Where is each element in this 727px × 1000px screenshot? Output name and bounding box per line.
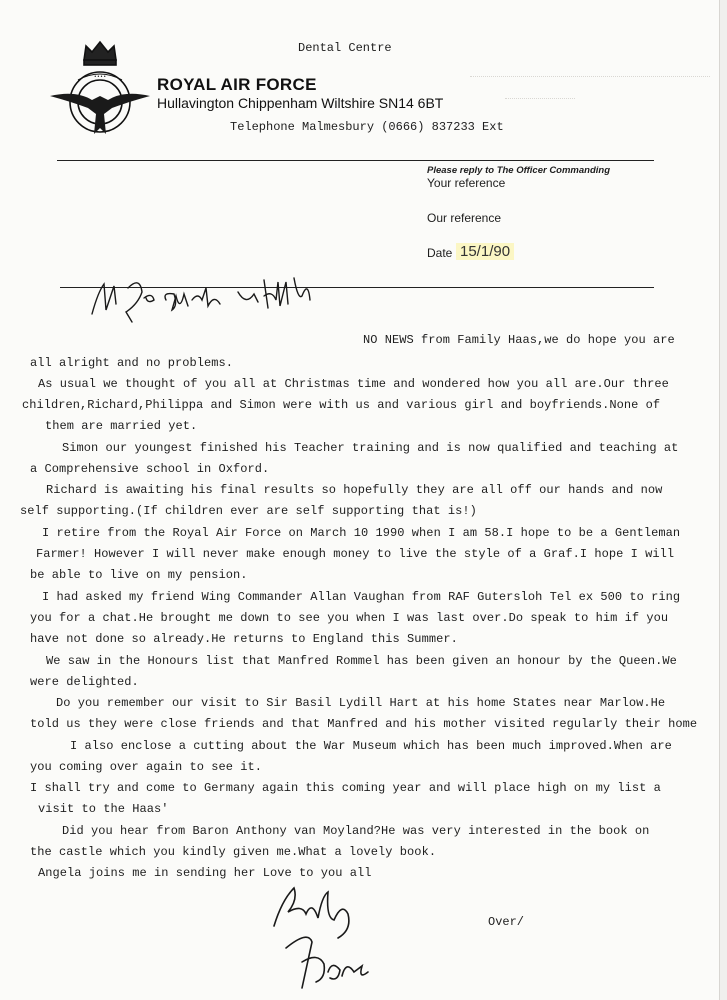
handwritten-salutation (88, 270, 368, 326)
letter-line: Do you remember our visit to Sir Basil Lydill Hart at his home States near Marlow.He (56, 696, 666, 710)
letter-line: self supporting.(If children ever are self supporting that is!) (20, 504, 477, 518)
letter-line: I had asked my friend Wing Commander Allan Vaughan from RAF Gutersloh Tel ex 500 to ring (42, 590, 681, 604)
letter-line: Richard is awaiting his final results so hopefully they are all off our hands and now (46, 483, 663, 497)
letter-line: told us they were close friends and that Manfred and his mother visited regularly their home (30, 717, 698, 731)
date-value: 15/1/90 (456, 243, 514, 260)
letter-line: children,Richard,Philippa and Simon were with us and various girl and boyfriends.None of (22, 398, 661, 412)
show-through-text (505, 86, 575, 99)
reply-instruction: Please reply to The Officer Commanding (427, 165, 611, 176)
department-name: Dental Centre (298, 41, 392, 55)
letter-line: you coming over again to see it. (30, 760, 263, 774)
letter-line: Simon our youngest finished his Teacher training and is now qualified and teaching at (62, 441, 679, 455)
letter-line: Angela joins me in sending her Love to you all (38, 866, 372, 880)
letter-line: them are married yet. (45, 419, 198, 433)
letter-line: Did you hear from Baron Anthony van Moyland?He was very interested in the book on (62, 824, 650, 838)
telephone-line: Telephone Malmesbury (0666) 837233 Ext (230, 120, 504, 134)
letter-line: all alright and no problems. (30, 356, 234, 370)
organization-address: Hullavington Chippenham Wiltshire SN14 6BT (157, 95, 444, 111)
letter-line: I retire from the Royal Air Force on March 10 1990 when I am 58.I hope to be a Gentleman (42, 526, 681, 540)
letter-line: visit to the Haas' (38, 802, 169, 816)
letter-line: NO NEWS from Family Haas,we do hope you are (363, 333, 675, 347)
organization-name: ROYAL AIR FORCE (157, 75, 317, 94)
svg-text:• • • •: • • • • (94, 74, 106, 80)
header-rule (57, 160, 654, 161)
letter-line: have not done so already.He returns to England this Summer. (30, 632, 458, 646)
handwritten-signature (268, 878, 388, 993)
our-reference-label: Our reference (427, 211, 502, 225)
letter-line: As usual we thought of you all at Christmas time and wondered how you all are.Our three (38, 377, 669, 391)
letter-line: We saw in the Honours list that Manfred Rommel has been given an honour by the Queen.We (46, 654, 677, 668)
letter-line: I shall try and come to Germany again this coming year and will place high on my list a (30, 781, 661, 795)
letter-line: the castle which you kindly given me.What a lovely book. (30, 845, 437, 859)
over-note: Over/ (488, 915, 525, 929)
letter-line: I also enclose a cutting about the War Museum which has been much improved.When are (70, 739, 672, 753)
your-reference-label: Your reference (427, 176, 506, 190)
letter-line: be able to live on my pension. (30, 568, 248, 582)
letter-line: Farmer! However I will never make enough money to live the style of a Graf.I hope I will (36, 547, 675, 561)
page-edge (719, 0, 727, 1000)
show-through-text (470, 62, 710, 77)
letter-line: a Comprehensive school in Oxford. (30, 462, 270, 476)
letter-line: you for a chat.He brought me down to see you when I was last over.Do speak to him if you (30, 611, 669, 625)
date-label: Date (427, 246, 453, 260)
raf-crest-logo (48, 38, 152, 146)
letter-line: were delighted. (30, 675, 139, 689)
